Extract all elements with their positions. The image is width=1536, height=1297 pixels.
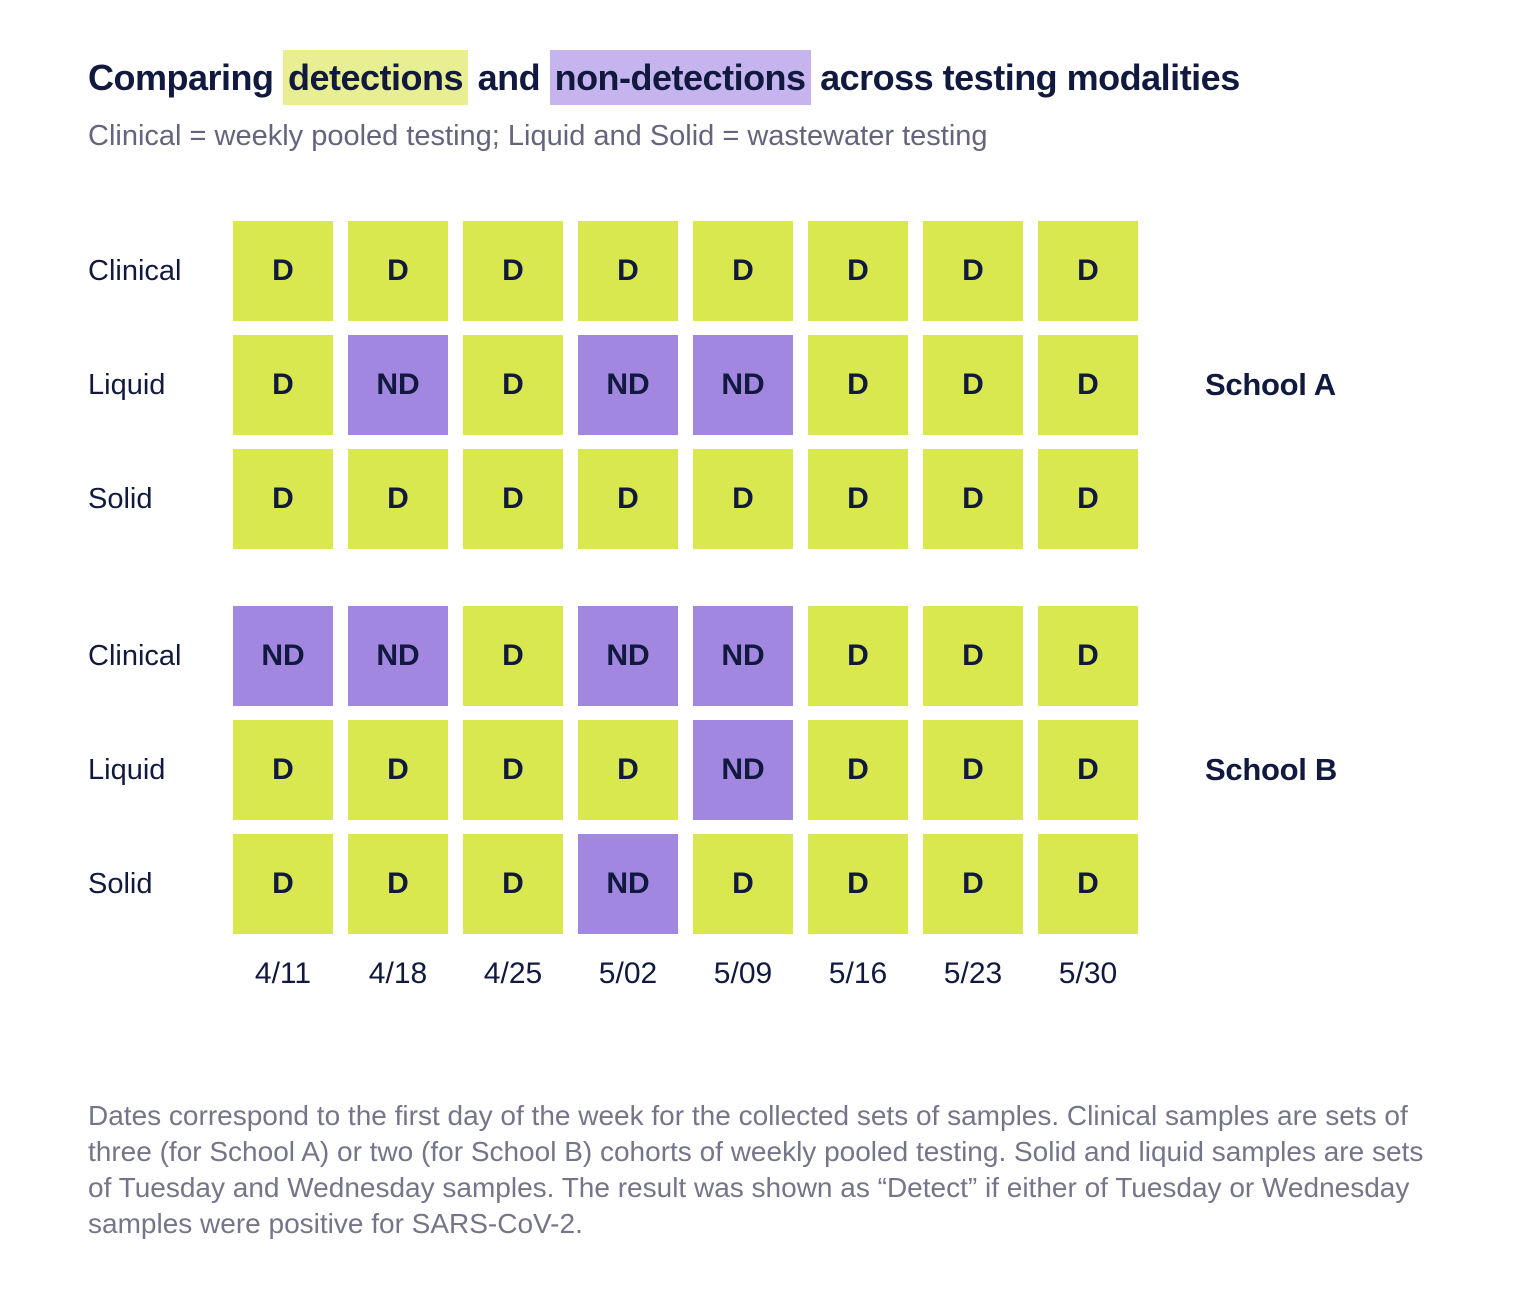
grid-cell: ND	[693, 606, 793, 706]
school-label	[1153, 606, 1483, 706]
grid-cell: D	[233, 834, 333, 934]
grid-cell: D	[808, 335, 908, 435]
grid-cell: D	[923, 221, 1023, 321]
grid-cell: ND	[578, 606, 678, 706]
grid-cell: D	[233, 720, 333, 820]
grid-cell: D	[808, 221, 908, 321]
grid-cell: D	[463, 335, 563, 435]
grid-row	[88, 335, 1536, 435]
grid-cell: D	[348, 449, 448, 549]
grid-cell: D	[1038, 221, 1138, 321]
grid-cell: D	[1038, 834, 1138, 934]
subtitle: Clinical = weekly pooled testing; Liquid and Solid = wastewater testing	[88, 120, 988, 153]
grid-cell: D	[923, 335, 1023, 435]
grid-cell: D	[578, 449, 678, 549]
grid-cell: D	[923, 606, 1023, 706]
date-label: 5/02	[598, 957, 658, 991]
grid-cell: D	[578, 221, 678, 321]
grid-cell: D	[923, 834, 1023, 934]
grid-cell: D	[233, 221, 333, 321]
grid-row	[88, 834, 1536, 934]
grid-cell: D	[693, 449, 793, 549]
grid-cell: D	[693, 221, 793, 321]
dates-row	[88, 957, 1536, 991]
row-label-solid: Solid	[88, 867, 153, 900]
title-text-suffix: across testing modalities	[810, 57, 1240, 98]
school-label: School B	[1205, 752, 1337, 788]
grid-cell: D	[808, 606, 908, 706]
grid-cell: D	[1038, 720, 1138, 820]
grid-cell: D	[348, 221, 448, 321]
page-title	[88, 57, 1536, 98]
row-label-clinical: Clinical	[88, 254, 182, 287]
date-label: 4/25	[483, 957, 543, 991]
date-label: 4/11	[254, 957, 312, 991]
grid-cell: D	[463, 606, 563, 706]
grid-cell: D	[808, 720, 908, 820]
grid-cell: D	[348, 834, 448, 934]
title-text-prefix: Comparing	[88, 57, 284, 98]
row-label-liquid: Liquid	[88, 368, 166, 401]
date-label: 5/09	[713, 957, 773, 991]
row-label-liquid: Liquid	[88, 753, 166, 786]
grid-cell: D	[923, 720, 1023, 820]
heatmap-grid	[88, 221, 1536, 991]
grid-cell: ND	[233, 606, 333, 706]
grid-cell: D	[1038, 335, 1138, 435]
school-label	[1153, 834, 1483, 934]
grid-cell: ND	[348, 606, 448, 706]
grid-cell: D	[808, 834, 908, 934]
grid-cell: ND	[693, 335, 793, 435]
grid-cell: ND	[578, 834, 678, 934]
footnote: Dates correspond to the first day of the week for the collected sets of samples. Clinical samples are sets of three (for School A) or two (for School B) cohorts of weekly pooled testing. Solid and liquid samples are sets of Tuesday and Wednesday samples. The result was shown as “Detect” if either of Tuesday or Wednesday samples were positive for SARS-CoV-2.	[88, 1100, 1424, 1239]
grid-cell: D	[463, 720, 563, 820]
grid-cell: D	[808, 449, 908, 549]
row-label-clinical: Clinical	[88, 639, 182, 672]
grid-cell: ND	[578, 335, 678, 435]
grid-cell: ND	[693, 720, 793, 820]
date-label: 5/16	[828, 957, 888, 991]
grid-cell: D	[348, 720, 448, 820]
grid-cell: D	[923, 449, 1023, 549]
grid-cell: D	[693, 834, 793, 934]
date-label: 5/23	[943, 957, 1003, 991]
school-label: School A	[1205, 367, 1336, 403]
grid-row	[88, 221, 1536, 321]
row-label-solid: Solid	[88, 482, 153, 515]
title-highlight-non-detections: non-detections	[550, 50, 811, 105]
school-label	[1153, 449, 1483, 549]
grid-row	[88, 720, 1536, 820]
dates-row-spacer	[88, 957, 218, 991]
group-spacer	[88, 563, 1536, 606]
title-text-middle: and	[468, 57, 550, 98]
grid-row	[88, 449, 1536, 549]
grid-cell: D	[233, 449, 333, 549]
title-highlight-detections: detections	[283, 50, 468, 105]
school-label	[1153, 221, 1483, 321]
grid-cell: D	[463, 834, 563, 934]
grid-row	[88, 606, 1536, 706]
grid-cell: D	[463, 449, 563, 549]
grid-cell: D	[1038, 449, 1138, 549]
date-label: 4/18	[368, 957, 428, 991]
grid-cell: ND	[348, 335, 448, 435]
grid-cell: D	[1038, 606, 1138, 706]
grid-cell: D	[233, 335, 333, 435]
grid-cell: D	[463, 221, 563, 321]
date-label: 5/30	[1058, 957, 1118, 991]
grid-cell: D	[578, 720, 678, 820]
